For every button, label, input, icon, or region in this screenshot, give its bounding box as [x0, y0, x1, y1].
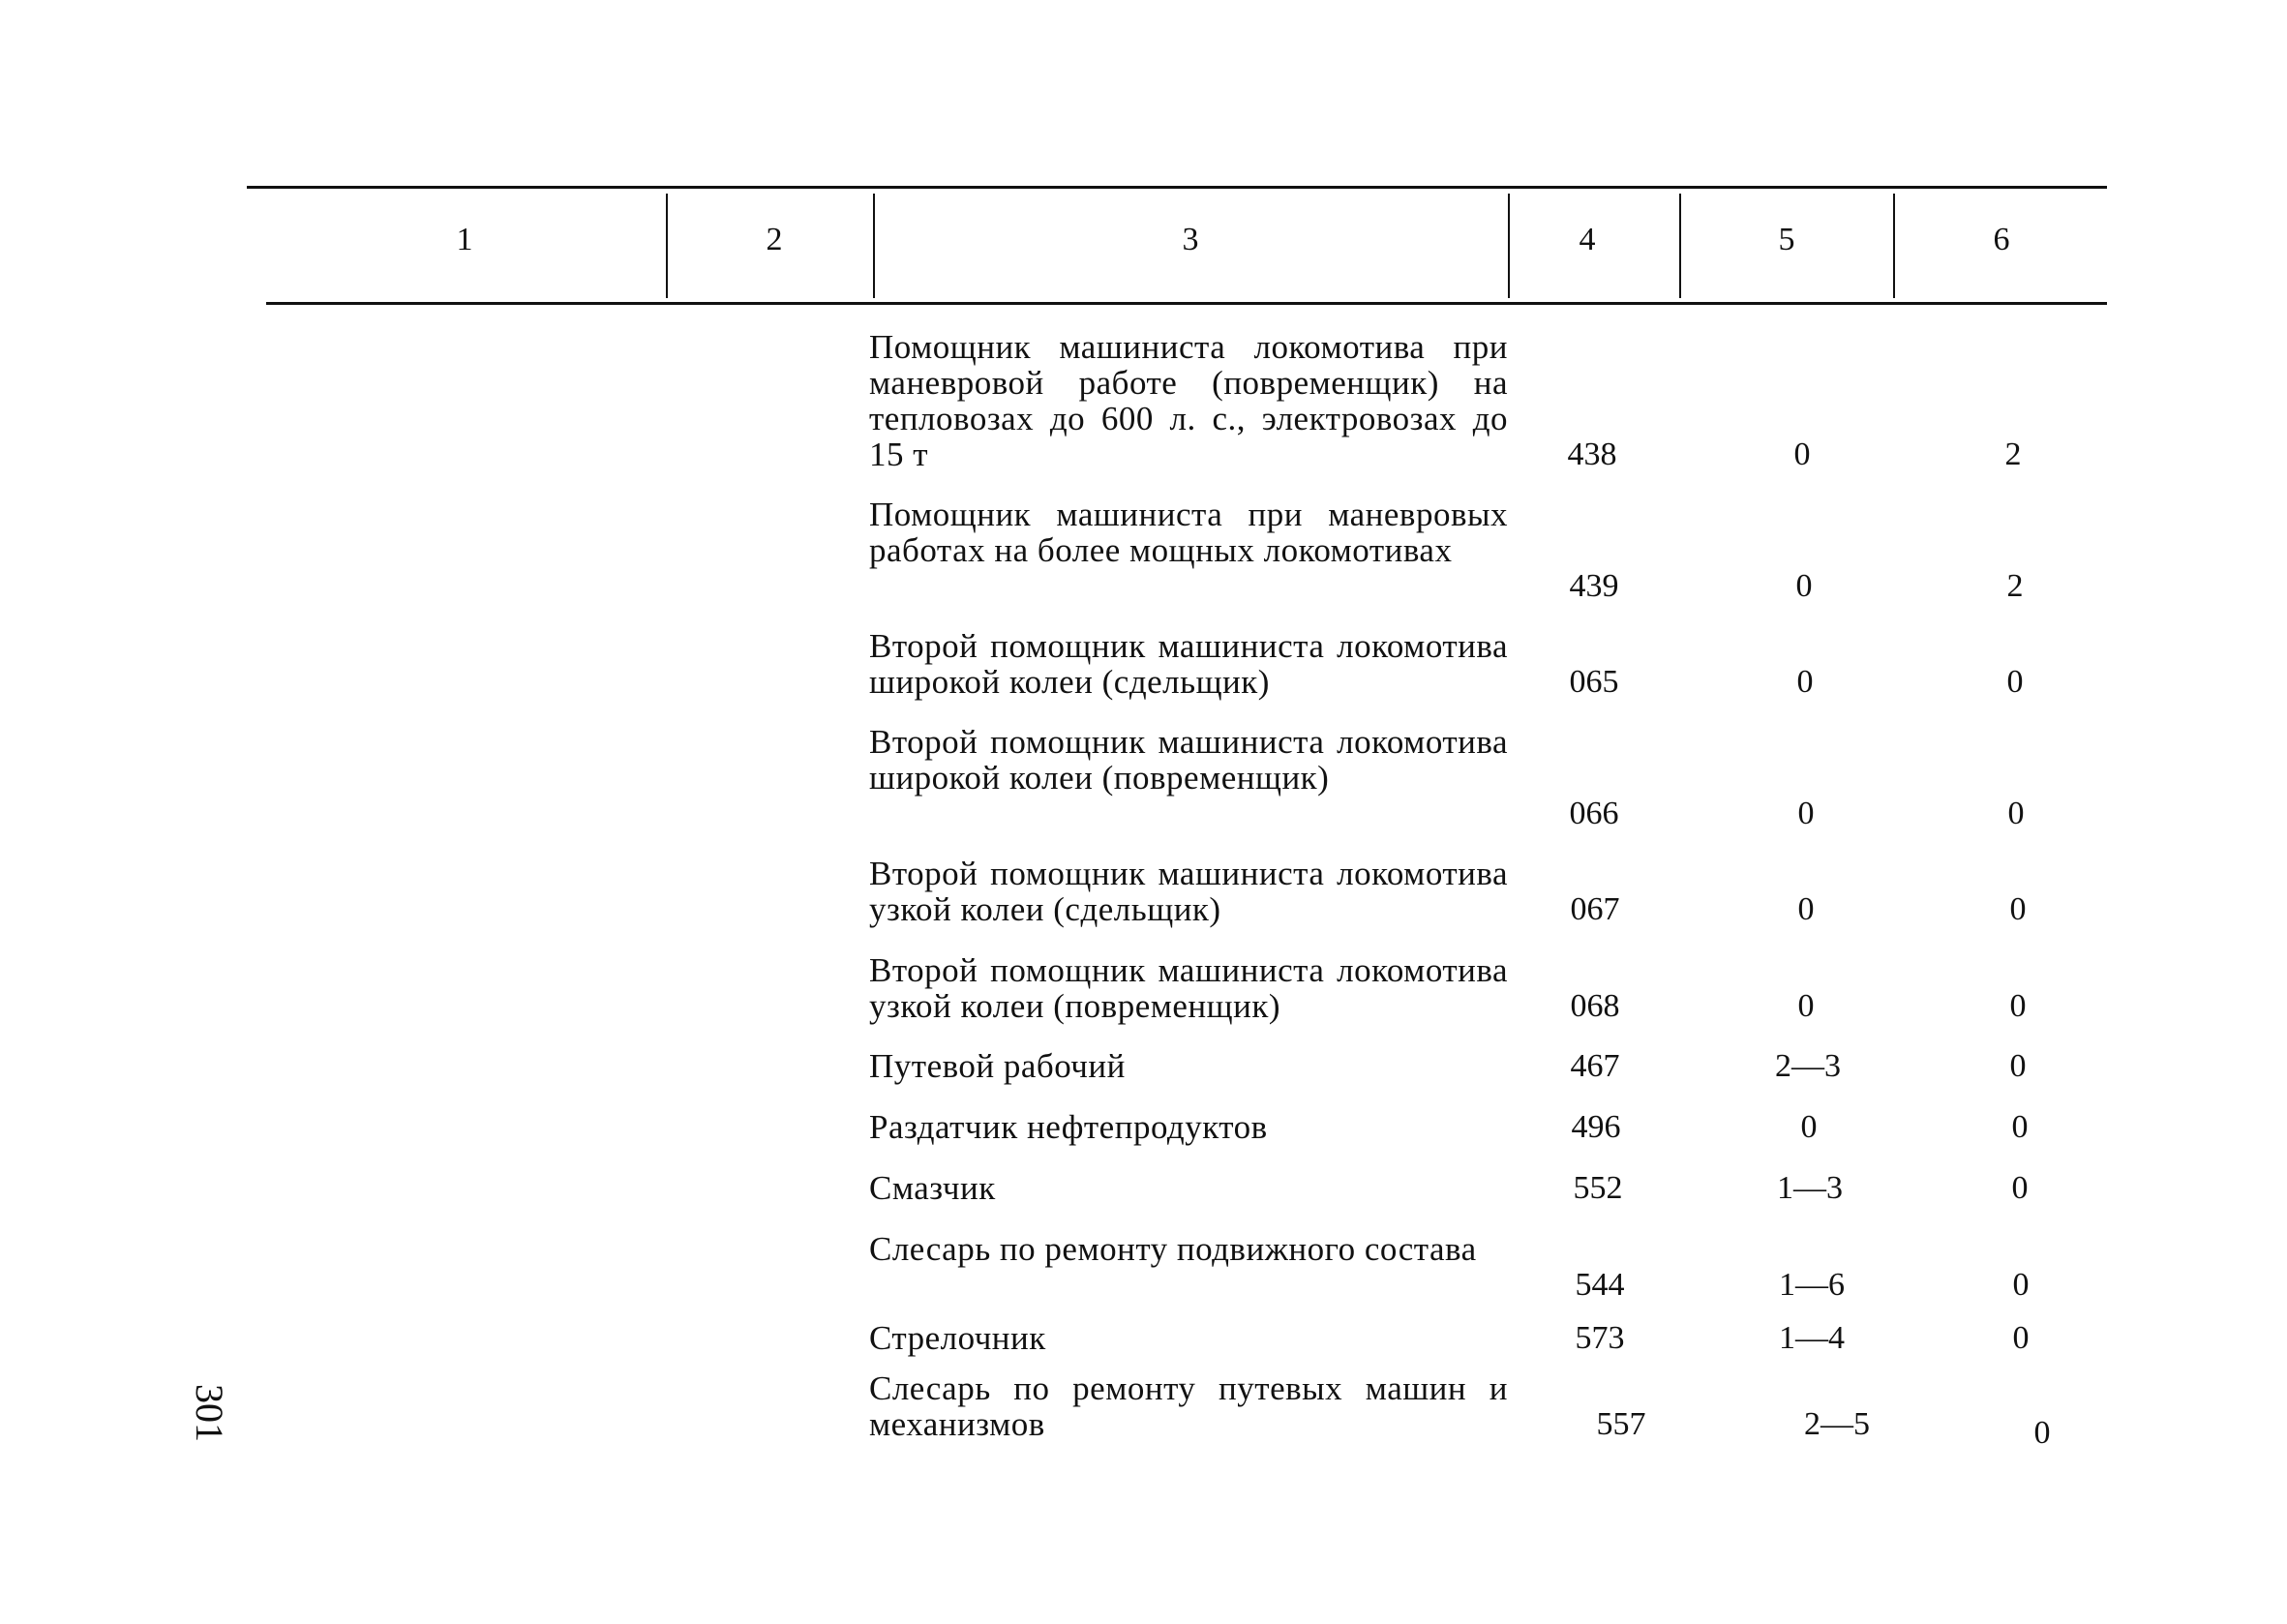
row-col6-value: 0: [2007, 796, 2025, 831]
row-description: Стрелочник: [869, 1319, 1046, 1357]
row-col5-value: 0: [1797, 988, 1815, 1024]
row-col6-value: 0: [2006, 664, 2024, 700]
column-header-1: 1: [456, 222, 473, 257]
row-code: 496: [1571, 1109, 1621, 1145]
header-separator: [1508, 194, 1510, 298]
row-code: 439: [1569, 568, 1619, 604]
row-col6-value: 0: [2012, 1267, 2030, 1303]
row-col5-value: 2—5: [1804, 1406, 1870, 1442]
row-col6-value: 0: [2009, 988, 2027, 1024]
row-code: 557: [1596, 1406, 1646, 1442]
header-bottom-rule: [266, 302, 2107, 305]
row-description: Помощник машиниста при маневровых работах на более мощных локомотивах: [869, 496, 1508, 569]
row-col5-value: 0: [1797, 796, 1815, 831]
row-code: 065: [1569, 664, 1619, 700]
column-header-4: 4: [1579, 222, 1596, 257]
row-code: 438: [1567, 436, 1617, 472]
row-col5-value: 0: [1797, 891, 1815, 927]
row-col6-value: 0: [2009, 891, 2027, 927]
row-col5-value: 2—3: [1775, 1048, 1841, 1084]
row-code: 068: [1570, 988, 1620, 1024]
header-separator: [873, 194, 875, 298]
row-description: Второй помощник машиниста локомотива широкой колеи (сдельщик): [869, 627, 1508, 701]
row-description: Второй помощник машиниста локомотива узкой колеи (сдельщик): [869, 855, 1508, 928]
row-code: 067: [1570, 891, 1620, 927]
row-col5-value: 1—4: [1779, 1320, 1845, 1356]
row-code: 066: [1569, 796, 1619, 831]
row-col6-value: 0: [2033, 1415, 2051, 1451]
column-header-2: 2: [766, 222, 783, 257]
row-description: Слесарь по ремонту путевых машин и механизмов: [869, 1369, 1508, 1443]
header-top-rule: [247, 186, 2107, 189]
row-col6-value: 2: [2004, 436, 2022, 472]
column-header-5: 5: [1778, 222, 1795, 257]
row-col5-value: 1—6: [1779, 1267, 1845, 1303]
header-separator: [1679, 194, 1681, 298]
row-code: 467: [1570, 1048, 1620, 1084]
row-col5-value: 0: [1796, 664, 1814, 700]
row-description: Второй помощник машиниста локомотива широкой колеи (повременщик): [869, 723, 1508, 797]
row-code: 552: [1573, 1170, 1623, 1206]
row-description: Слесарь по ремонту подвижного состава: [869, 1230, 1477, 1268]
row-description: Раздатчик нефтепродуктов: [869, 1108, 1268, 1146]
column-header-3: 3: [1182, 222, 1199, 257]
row-col6-value: 0: [2009, 1048, 2027, 1084]
row-col5-value: 1—3: [1777, 1170, 1843, 1206]
column-header-6: 6: [1993, 222, 2010, 257]
row-description: Помощник машиниста локомотива при маневровой работе (повременщик) на тепловозах до 600 л. с., электровозах до 15 т: [869, 328, 1508, 473]
row-col5-value: 0: [1800, 1109, 1818, 1145]
row-col5-value: 0: [1795, 568, 1813, 604]
row-code: 544: [1575, 1267, 1625, 1303]
row-code: 573: [1575, 1320, 1625, 1356]
row-description: Путевой рабочий: [869, 1047, 1126, 1085]
row-col5-value: 0: [1793, 436, 1811, 472]
header-separator: [666, 194, 668, 298]
row-col6-value: 0: [2011, 1109, 2029, 1145]
row-col6-value: 0: [2012, 1320, 2030, 1356]
header-separator: [1893, 194, 1895, 298]
row-col6-value: 2: [2006, 568, 2024, 604]
page-number: 301: [188, 1384, 231, 1442]
row-description: Второй помощник машиниста локомотива узкой колеи (повременщик): [869, 951, 1508, 1025]
row-col6-value: 0: [2011, 1170, 2029, 1206]
row-description: Смазчик: [869, 1169, 996, 1207]
